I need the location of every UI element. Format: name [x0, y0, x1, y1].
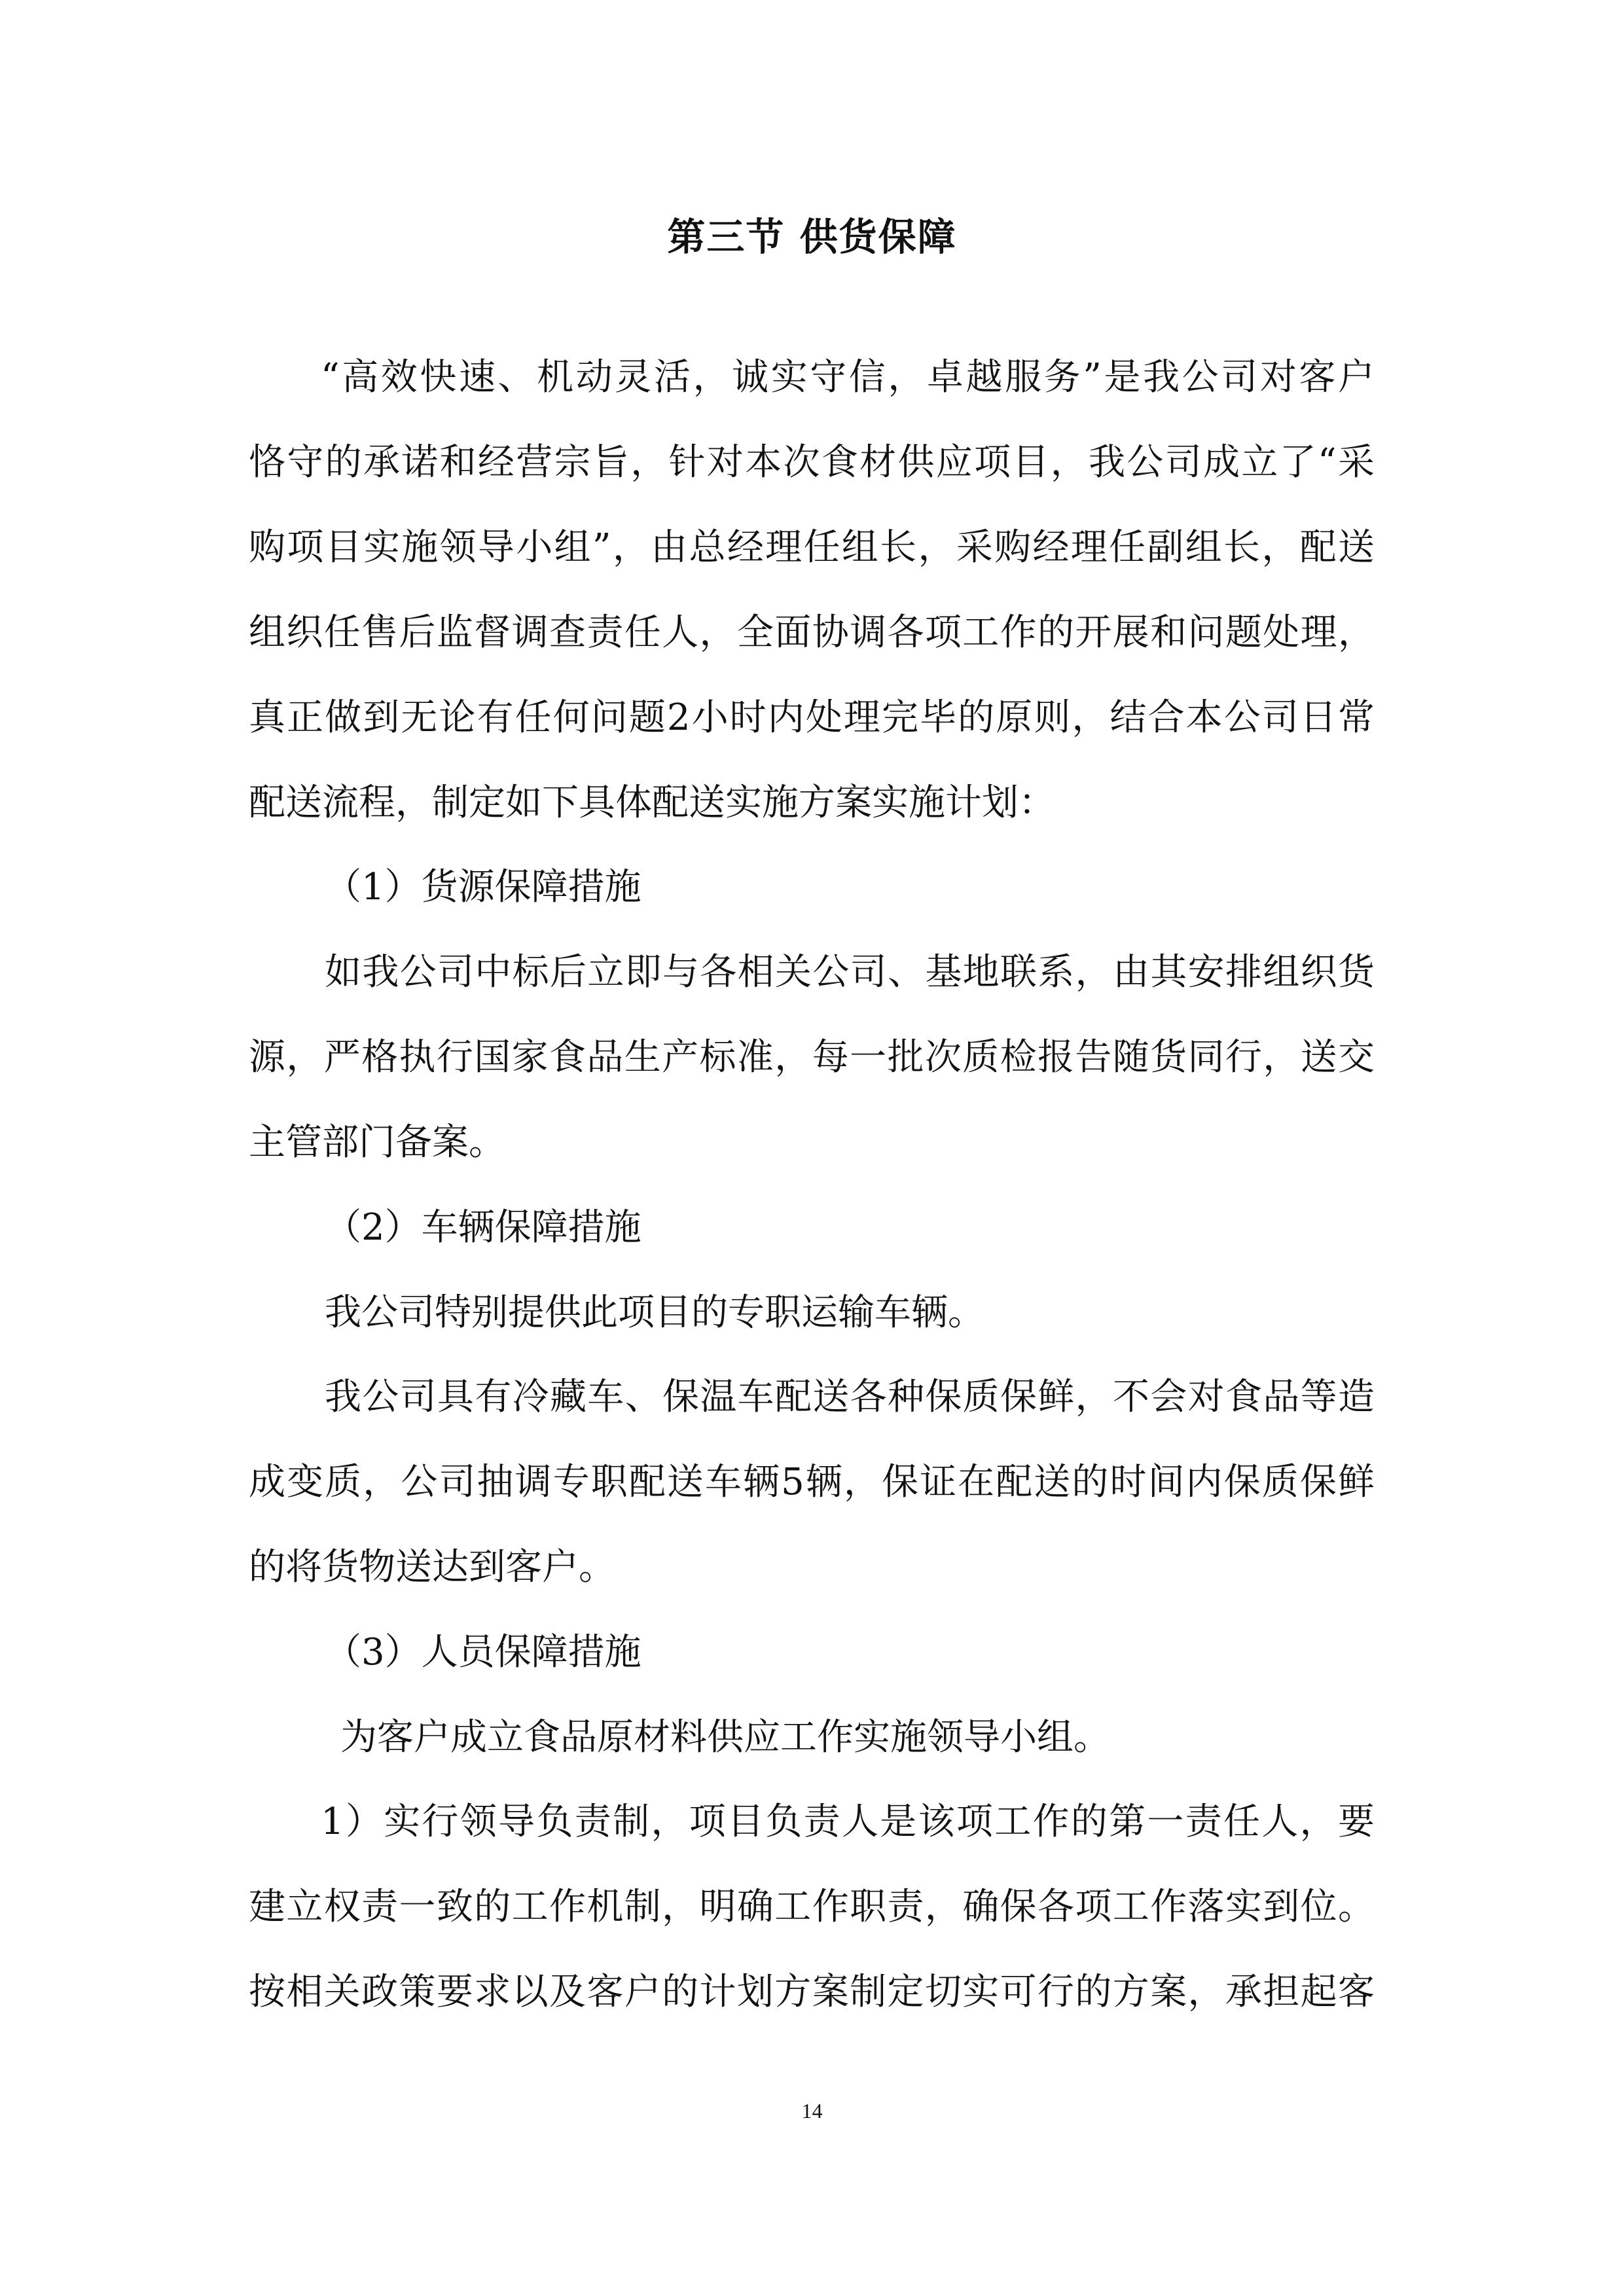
text-line: 我公司特别提供此项目的专职运输车辆。 — [325, 1291, 984, 1334]
text-line: 源，严格执行国家食品生产标准，每一批次质检报告随货同行，送交 — [249, 1036, 1375, 1079]
section-title: 第三节 供货保障 — [667, 215, 957, 259]
text-line: 组织任售后监督调查责任人，全面协调各项工作的开展和问题处理， — [249, 611, 1375, 654]
text-line: 购项目实施领导小组”，由总经理任组长，采购经理任副组长，配送 — [249, 526, 1375, 569]
subheading: （2）车辆保障措施 — [325, 1206, 641, 1249]
subheading: （1）货源保障措施 — [325, 866, 641, 908]
subheading: （3）人员保障措施 — [325, 1631, 641, 1674]
text-line: 主管部门备案。 — [249, 1121, 505, 1164]
text-line: 按相关政策要求以及客户的计划方案制定切实可行的方案，承担起客 — [249, 1971, 1375, 2013]
text-line: 成变质，公司抽调专职配送车辆5辆，保证在配送的时间内保质保鲜 — [249, 1461, 1375, 1503]
text-line: 为客户成立食品原材料供应工作实施领导小组。 — [340, 1716, 1110, 1759]
text-line: 建立权责一致的工作机制，明确工作职责，确保各项工作落实到位。 — [249, 1886, 1375, 1928]
text-line: 真正做到无论有任何问题2小时内处理完毕的原则，结合本公司日常 — [249, 696, 1375, 739]
text-line: 恪守的承诺和经营宗旨，针对本次食材供应项目，我公司成立了“采 — [249, 441, 1375, 484]
text-line: 我公司具有冷藏车、保温车配送各种保质保鲜，不会对食品等造 — [325, 1376, 1375, 1418]
text-line: 的将货物送达到客户。 — [249, 1546, 615, 1588]
text-line: 1）实行领导负责制，项目负责人是该项工作的第一责任人，要 — [321, 1801, 1375, 1843]
text-line: 配送流程，制定如下具体配送实施方案实施计划： — [249, 781, 1055, 824]
text-line: “高效快速、机动灵活，诚实守信，卓越服务”是我公司对客户 — [321, 356, 1375, 399]
text-line: 如我公司中标后立即与各相关公司、基地联系，由其安排组织货 — [325, 951, 1375, 994]
page-number: 14 — [801, 2099, 823, 2123]
